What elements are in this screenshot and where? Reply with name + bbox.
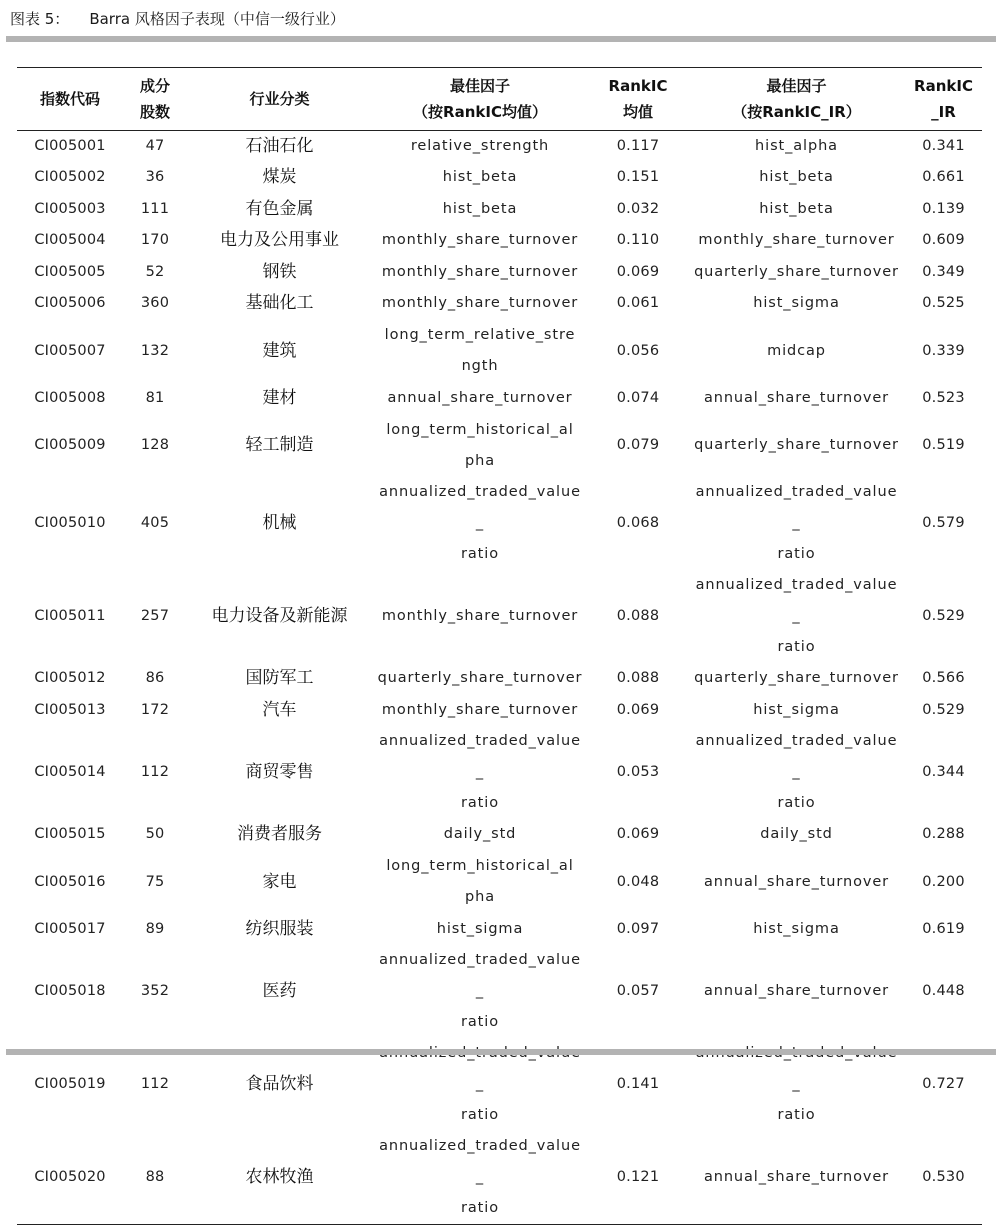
best-factor-mean-cell xyxy=(372,851,588,914)
rankic-ir-cell: 0.448 xyxy=(922,983,965,999)
factor-text-line: daily_std xyxy=(443,826,517,843)
best-factor-ir-cell xyxy=(688,320,905,383)
industry-cell: 汽车 xyxy=(262,699,297,720)
rankic-mean-cell: 0.069 xyxy=(616,701,660,718)
factor-text-line: annual_share_turnover xyxy=(387,389,573,406)
rankic-mean-cell: 0.097 xyxy=(616,920,660,937)
best-factor-ir-cell xyxy=(688,162,905,194)
factor-text-line: ngth xyxy=(461,358,499,374)
factor-text-line: quarterly_share_turnover xyxy=(694,670,899,687)
bottom-rule xyxy=(6,1049,996,1055)
best-factor-mean-cell xyxy=(372,320,588,383)
best-factor-mean-cell xyxy=(372,225,588,257)
header-text-line: （按RankIC_IR） xyxy=(732,103,861,121)
index-code-cell: CI005019 xyxy=(34,1076,106,1092)
table-row xyxy=(17,225,982,257)
index-code-cell: CI005012 xyxy=(34,670,106,687)
factor-text-line: ratio xyxy=(777,546,816,562)
index-code-cell: CI005007 xyxy=(34,342,106,359)
index-code-cell: CI005015 xyxy=(34,826,106,843)
rankic-mean-cell: 0.048 xyxy=(616,873,660,890)
industry-cell: 农林牧渔 xyxy=(245,1167,314,1187)
best-factor-mean-cell xyxy=(372,1131,588,1225)
factor-text-line: daily_std xyxy=(760,826,833,843)
factor-text-line: annualized_traded_value_ xyxy=(379,952,581,999)
rankic-mean-cell: 0.141 xyxy=(616,1076,660,1092)
factor-text-line: annual_share_turnover xyxy=(703,1169,890,1185)
best-factor-mean-cell xyxy=(372,131,588,163)
header-text-line: 股数 xyxy=(139,103,170,121)
factor-text-line: _ xyxy=(792,1076,801,1092)
best-factor-mean-cell xyxy=(372,663,588,695)
rankic-ir-cell: 0.519 xyxy=(922,437,965,453)
best-factor-mean-cell xyxy=(372,726,588,819)
rankic-mean-cell: 0.056 xyxy=(616,342,660,359)
best-factor-ir-cell xyxy=(688,1131,905,1225)
factor-text-line: annualized_traded_value_ xyxy=(695,577,898,624)
header-text-line: 行业分类 xyxy=(249,90,310,108)
rankic-ir-cell: 0.529 xyxy=(922,701,965,718)
industry-cell: 电力及公用事业 xyxy=(220,230,339,251)
factor-text-line: annual_share_turnover xyxy=(703,873,890,890)
factor-text-line: ratio xyxy=(461,546,499,562)
rankic-ir-cell: 0.339 xyxy=(922,342,965,359)
index-code-cell: CI005008 xyxy=(34,389,106,406)
index-code-cell: CI005002 xyxy=(34,169,106,186)
table-row xyxy=(17,819,982,851)
factor-text-line: monthly_share_turnover xyxy=(381,232,579,249)
index-code-cell: CI005017 xyxy=(34,920,106,937)
index-code-cell: CI005013 xyxy=(34,701,106,718)
best-factor-mean-cell xyxy=(372,162,588,194)
header-best-factor-mean xyxy=(372,68,588,131)
factor-text-line: monthly_share_turnover xyxy=(381,608,579,624)
industry-cell: 煤炭 xyxy=(262,167,297,188)
constituent-count-cell: 405 xyxy=(140,515,170,531)
best-factor-ir-cell xyxy=(688,414,905,477)
index-code-cell: CI005003 xyxy=(34,200,106,217)
factor-text-line: _ xyxy=(475,1076,485,1092)
figure-label: 图表 5： xyxy=(10,10,70,28)
header-text-line: 成分 xyxy=(139,77,170,95)
header-text-line: （按RankIC均值） xyxy=(413,103,547,121)
rankic-mean-cell: 0.068 xyxy=(616,515,660,531)
constituent-count-cell: 112 xyxy=(140,1076,170,1092)
factor-text-line: pha xyxy=(465,889,495,905)
rankic-ir-cell: 0.200 xyxy=(922,873,965,890)
table-header xyxy=(17,68,982,131)
index-code-cell: CI005011 xyxy=(34,608,106,624)
factor-text-line: ratio xyxy=(461,1014,499,1030)
rankic-ir-cell: 0.341 xyxy=(922,138,965,154)
rankic-ir-cell: 0.727 xyxy=(922,1076,965,1092)
industry-cell: 建材 xyxy=(262,387,297,408)
best-factor-ir-cell xyxy=(688,663,905,695)
rankic-mean-cell: 0.061 xyxy=(616,295,660,312)
header-text-line: RankIC xyxy=(608,77,668,95)
factor-text-line: hist_alpha xyxy=(755,138,838,154)
header-row xyxy=(17,68,982,131)
industry-cell: 医药 xyxy=(262,981,297,1001)
table-row xyxy=(17,914,982,946)
factor-text-line: hist_sigma xyxy=(753,920,840,937)
rankic-mean-cell: 0.117 xyxy=(616,138,660,154)
header-text-line: RankIC xyxy=(914,77,973,95)
factor-text-line: annualized_traded_value_ xyxy=(379,484,581,531)
header-text-line: 最佳因子 xyxy=(449,77,510,95)
factor-text-line: ratio xyxy=(777,1107,816,1123)
table-row xyxy=(17,194,982,226)
index-code-cell: CI005010 xyxy=(34,515,106,531)
factor-text-line: ratio xyxy=(461,795,499,811)
table-row xyxy=(17,477,982,570)
constituent-count-cell: 257 xyxy=(140,608,170,624)
factor-text-line: ratio xyxy=(777,639,816,655)
header-constituent-count xyxy=(123,68,187,131)
constituent-count-cell: 111 xyxy=(140,200,170,217)
factor-text-line: quarterly_share_turnover xyxy=(694,263,899,280)
industry-cell: 建筑 xyxy=(262,340,297,361)
industry-cell: 轻工制造 xyxy=(245,435,314,455)
constituent-count-cell: 52 xyxy=(145,263,165,280)
rankic-ir-cell: 0.288 xyxy=(922,826,965,843)
best-factor-ir-cell xyxy=(688,914,905,946)
constituent-count-cell: 170 xyxy=(140,232,170,249)
industry-cell: 食品饮料 xyxy=(245,1074,314,1094)
best-factor-ir-cell xyxy=(688,225,905,257)
constituent-count-cell: 86 xyxy=(145,670,165,687)
factor-text-line: monthly_share_turnover xyxy=(381,701,579,718)
rankic-mean-cell: 0.121 xyxy=(616,1169,660,1185)
industry-cell: 钢铁 xyxy=(262,261,297,282)
factor-text-line: long_term_historical_al xyxy=(386,858,574,874)
index-code-cell: CI005006 xyxy=(34,295,106,312)
factor-text-line: annualized_traded_value_ xyxy=(379,1138,581,1185)
figure-title: Barra 风格因子表现（中信一级行业） xyxy=(89,10,345,28)
best-factor-ir-cell xyxy=(688,194,905,226)
header-text-line: 均值 xyxy=(622,103,653,121)
table-row xyxy=(17,726,982,819)
header-index-code xyxy=(17,68,123,131)
industry-cell: 机械 xyxy=(262,513,297,533)
rankic-ir-cell: 0.530 xyxy=(922,1169,965,1185)
rankic-ir-cell: 0.579 xyxy=(922,515,965,531)
header-text-line: 最佳因子 xyxy=(766,77,827,95)
index-code-cell: CI005005 xyxy=(34,263,106,280)
rankic-ir-cell: 0.139 xyxy=(922,200,965,217)
header-text-line: _IR xyxy=(931,103,956,121)
factor-text-line: ratio xyxy=(461,1200,499,1216)
table-body xyxy=(17,131,982,1225)
table-row xyxy=(17,383,982,415)
constituent-count-cell: 89 xyxy=(145,920,165,937)
rankic-mean-cell: 0.057 xyxy=(616,983,660,999)
best-factor-ir-cell xyxy=(688,695,905,727)
table-row xyxy=(17,320,982,383)
table-row xyxy=(17,257,982,289)
best-factor-ir-cell xyxy=(688,851,905,914)
factor-text-line: hist_beta xyxy=(442,200,518,217)
factor-text-line: hist_beta xyxy=(442,169,518,186)
factor-text-line: long_term_historical_al xyxy=(386,421,574,438)
constituent-count-cell: 75 xyxy=(145,873,165,890)
rankic-ir-cell: 0.619 xyxy=(922,920,965,937)
header-best-factor-ir xyxy=(688,68,905,131)
constituent-count-cell: 360 xyxy=(140,295,170,312)
table-row xyxy=(17,695,982,727)
factor-text-line: annualized_traded_value_ xyxy=(695,484,898,531)
industry-cell: 国防军工 xyxy=(245,668,314,689)
factor-text-line: annual_share_turnover xyxy=(703,389,890,406)
best-factor-mean-cell xyxy=(372,695,588,727)
rankic-ir-cell: 0.609 xyxy=(922,232,965,249)
rankic-ir-cell: 0.523 xyxy=(922,389,965,406)
rankic-ir-cell: 0.349 xyxy=(922,263,965,280)
constituent-count-cell: 81 xyxy=(145,389,165,406)
factor-text-line: hist_sigma xyxy=(753,295,840,312)
constituent-count-cell: 132 xyxy=(140,342,170,359)
factor-text-line: monthly_share_turnover xyxy=(381,263,579,280)
factor-text-line: ratio xyxy=(461,1107,499,1123)
factor-text-line: annualized_traded_value_ xyxy=(695,733,898,780)
constituent-count-cell: 88 xyxy=(145,1169,165,1185)
best-factor-ir-cell xyxy=(688,477,905,570)
rankic-ir-cell: 0.661 xyxy=(922,169,965,186)
rankic-ir-cell: 0.525 xyxy=(922,295,965,312)
index-code-cell: CI005018 xyxy=(34,983,106,999)
table-row xyxy=(17,1131,982,1225)
industry-cell: 基础化工 xyxy=(245,293,314,314)
rankic-ir-cell: 0.529 xyxy=(922,608,965,624)
best-factor-ir-cell xyxy=(688,726,905,819)
table-row xyxy=(17,945,982,1038)
table-row xyxy=(17,570,982,663)
best-factor-mean-cell xyxy=(372,914,588,946)
industry-cell: 消费者服务 xyxy=(237,824,322,845)
best-factor-ir-cell xyxy=(688,288,905,320)
rankic-mean-cell: 0.110 xyxy=(616,232,660,249)
factor-text-line: hist_sigma xyxy=(436,920,524,937)
table-row xyxy=(17,288,982,320)
industry-cell: 有色金属 xyxy=(245,198,314,219)
best-factor-ir-cell xyxy=(688,257,905,289)
table-row xyxy=(17,851,982,914)
table-row xyxy=(17,131,982,163)
figure-caption xyxy=(10,6,345,32)
best-factor-mean-cell xyxy=(372,819,588,851)
industry-cell: 石油石化 xyxy=(245,136,314,156)
factor-text-line: monthly_share_turnover xyxy=(381,295,579,312)
factor-text-line: ratio xyxy=(777,795,816,811)
index-code-cell: CI005001 xyxy=(34,138,106,154)
rankic-mean-cell: 0.069 xyxy=(616,826,660,843)
constituent-count-cell: 112 xyxy=(140,764,170,780)
industry-cell: 商贸零售 xyxy=(245,762,314,782)
table-row xyxy=(17,663,982,695)
best-factor-mean-cell xyxy=(372,570,588,663)
constituent-count-cell: 352 xyxy=(140,983,170,999)
table-row xyxy=(17,414,982,477)
rankic-mean-cell: 0.088 xyxy=(616,608,660,624)
factor-text-line: quarterly_share_turnover xyxy=(694,437,899,453)
constituent-count-cell: 47 xyxy=(145,138,165,154)
factor-text-line: hist_beta xyxy=(759,200,834,217)
best-factor-mean-cell xyxy=(372,383,588,415)
factor-text-line: pha xyxy=(465,452,495,469)
index-code-cell: CI005016 xyxy=(34,873,106,890)
best-factor-mean-cell xyxy=(372,945,588,1038)
rankic-ir-cell: 0.344 xyxy=(922,764,965,780)
factor-text-line: hist_beta xyxy=(759,169,834,186)
factor-text-line: long_term_relative_stre xyxy=(384,327,576,343)
index-code-cell: CI005004 xyxy=(34,232,106,249)
industry-cell: 家电 xyxy=(262,871,297,892)
factor-text-line: annual_share_turnover xyxy=(703,983,890,999)
index-code-cell: CI005009 xyxy=(34,437,106,453)
constituent-count-cell: 50 xyxy=(145,826,165,843)
best-factor-mean-cell xyxy=(372,414,588,477)
factor-text-line: midcap xyxy=(767,342,826,359)
rankic-mean-cell: 0.151 xyxy=(616,169,660,186)
best-factor-mean-cell xyxy=(372,477,588,570)
best-factor-mean-cell xyxy=(372,288,588,320)
factor-text-line: annualized_traded_value_ xyxy=(379,733,581,780)
best-factor-ir-cell xyxy=(688,819,905,851)
header-text-line: 指数代码 xyxy=(39,90,100,108)
header-industry xyxy=(187,68,372,131)
best-factor-ir-cell xyxy=(688,945,905,1038)
best-factor-mean-cell xyxy=(372,257,588,289)
rankic-mean-cell: 0.074 xyxy=(616,389,660,406)
rankic-mean-cell: 0.069 xyxy=(616,263,660,280)
rankic-mean-cell: 0.053 xyxy=(616,764,660,780)
constituent-count-cell: 128 xyxy=(140,437,170,453)
factor-text-line: quarterly_share_turnover xyxy=(377,670,583,687)
factor-text-line: monthly_share_turnover xyxy=(698,232,895,249)
factor-text-line: hist_sigma xyxy=(753,701,840,718)
index-code-cell: CI005020 xyxy=(34,1169,106,1185)
best-factor-ir-cell xyxy=(688,383,905,415)
header-rankic-mean xyxy=(588,68,688,131)
rankic-ir-cell: 0.566 xyxy=(922,670,965,687)
best-factor-ir-cell xyxy=(688,570,905,663)
industry-cell: 电力设备及新能源 xyxy=(211,606,348,626)
index-code-cell: CI005014 xyxy=(34,764,106,780)
best-factor-ir-cell xyxy=(688,131,905,163)
constituent-count-cell: 36 xyxy=(145,169,165,186)
table-row xyxy=(17,162,982,194)
rankic-mean-cell: 0.088 xyxy=(616,670,660,687)
factor-text-line: relative_strength xyxy=(410,138,550,154)
rankic-mean-cell: 0.079 xyxy=(616,437,660,453)
industry-cell: 纺织服装 xyxy=(245,918,314,939)
best-factor-mean-cell xyxy=(372,194,588,226)
top-rule xyxy=(6,36,996,42)
header-rankic-ir xyxy=(905,68,982,131)
constituent-count-cell: 172 xyxy=(140,701,170,718)
rankic-mean-cell: 0.032 xyxy=(616,200,660,217)
